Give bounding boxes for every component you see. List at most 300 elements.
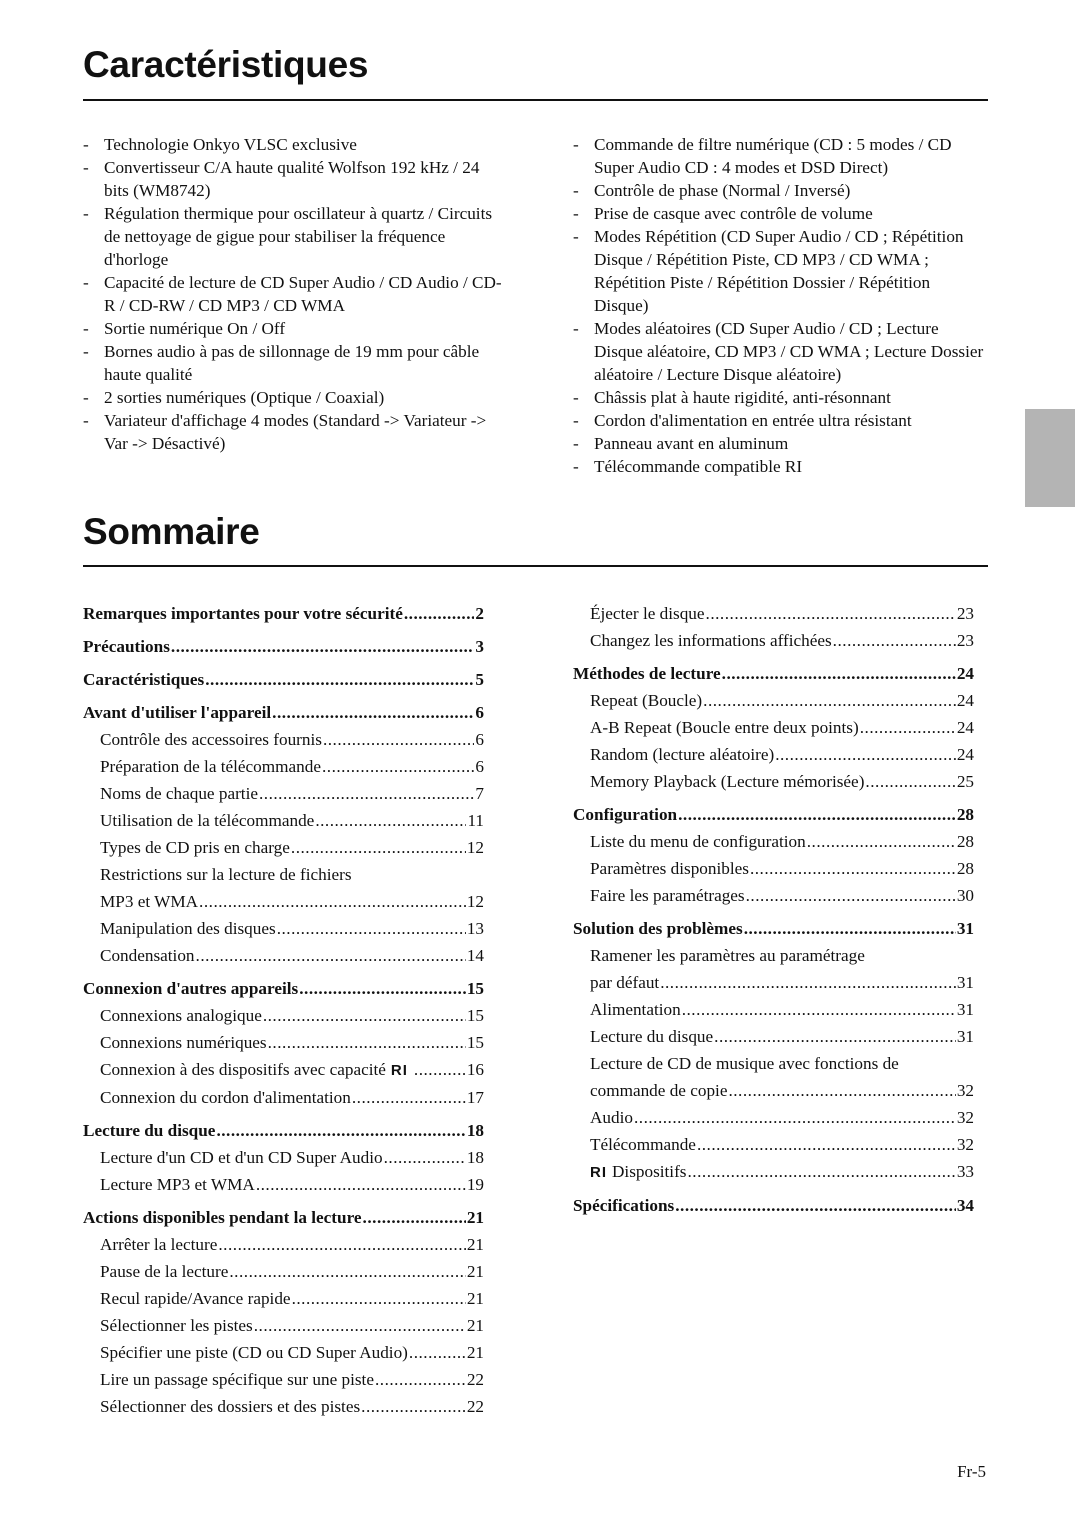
toc-label[interactable]: Manipulation des disques xyxy=(100,919,276,938)
bullet-dash: - xyxy=(573,457,579,476)
toc-page-number: 34 xyxy=(956,1196,974,1215)
toc-entry[interactable] xyxy=(83,1056,484,1084)
toc-page-number: 17 xyxy=(466,1088,484,1107)
toc-label[interactable]: Utilisation de la télécommande xyxy=(100,811,315,830)
dot-leader xyxy=(323,726,474,753)
dot-leader xyxy=(361,1393,466,1420)
toc-entry-line[interactable] xyxy=(573,855,974,882)
toc-entry[interactable] xyxy=(573,1158,974,1186)
toc-page-number: 32 xyxy=(956,1081,974,1100)
toc-entry-line[interactable] xyxy=(83,780,484,807)
toc-entry[interactable] xyxy=(573,768,974,795)
toc-entry-line[interactable] xyxy=(573,915,974,942)
toc-page-number: 3 xyxy=(475,637,484,656)
toc-page-number: 24 xyxy=(956,664,974,683)
toc-entry-line[interactable] xyxy=(83,1285,484,1312)
toc-page-number: 5 xyxy=(475,670,484,689)
dot-leader xyxy=(272,699,474,726)
feature-text: Châssis plat à haute rigidité, anti-résonnant xyxy=(594,388,891,407)
dot-leader xyxy=(706,600,956,627)
toc-label[interactable]: Connexions numériques xyxy=(100,1033,267,1052)
dot-leader xyxy=(660,969,956,996)
toc-label[interactable]: Pause de la lecture xyxy=(100,1262,229,1281)
feature-item xyxy=(83,202,503,271)
toc-page-number: 24 xyxy=(956,691,974,710)
toc-entry-line[interactable] xyxy=(83,942,484,969)
dot-leader xyxy=(259,780,474,807)
toc-label[interactable]: Repeat (Boucle) xyxy=(590,691,703,710)
toc-entry-line[interactable] xyxy=(573,627,974,654)
dot-leader xyxy=(315,807,466,834)
toc-entry-line[interactable] xyxy=(83,1084,484,1111)
bullet-dash: - xyxy=(83,319,89,338)
toc-entry[interactable] xyxy=(83,1144,484,1171)
toc-label[interactable]: Condensation xyxy=(100,946,195,965)
feature-item xyxy=(573,432,988,455)
toc-label[interactable]: Connexion d'autres appareils xyxy=(83,979,299,998)
toc-entry[interactable] xyxy=(83,600,484,627)
toc-entry-line[interactable] xyxy=(83,1056,484,1084)
toc-page-number: 6 xyxy=(475,757,484,776)
toc-label[interactable]: Actions disponibles pendant la lecture xyxy=(83,1208,362,1227)
toc-page-number: 23 xyxy=(956,604,974,623)
bullet-dash: - xyxy=(573,388,579,407)
toc-label[interactable]: Recul rapide/Avance rapide xyxy=(100,1289,291,1308)
toc-label[interactable]: Lecture MP3 et WMA xyxy=(100,1175,255,1194)
toc-entry[interactable] xyxy=(573,660,974,687)
toc-page-number: 21 xyxy=(466,1235,484,1254)
toc-label[interactable]: Audio xyxy=(590,1108,633,1127)
feature-text: Variateur d'affichage 4 modes (Standard -> Variateur -> Var -> Désactivé) xyxy=(104,411,487,453)
toc-entry-line[interactable] xyxy=(573,600,974,627)
toc-entry[interactable] xyxy=(83,1117,484,1144)
toc-entry[interactable] xyxy=(573,828,974,855)
toc-entry[interactable] xyxy=(83,861,484,915)
toc-entry[interactable] xyxy=(83,726,484,753)
toc-label[interactable]: Remarques importantes pour votre sécurité xyxy=(83,604,403,623)
feature-item xyxy=(83,156,503,202)
toc-entry-line[interactable] xyxy=(83,666,484,693)
dot-leader xyxy=(414,1056,466,1083)
bullet-dash: - xyxy=(573,319,579,338)
toc-label[interactable]: Lecture du disque xyxy=(83,1121,216,1140)
dot-leader xyxy=(363,1204,466,1231)
toc-label[interactable]: Solution des problèmes xyxy=(573,919,743,938)
toc-entry[interactable] xyxy=(83,834,484,861)
ri-logo-icon: RI xyxy=(590,1164,607,1181)
toc-page-number: 14 xyxy=(466,946,484,965)
toc-entry-line[interactable] xyxy=(83,726,484,753)
toc-entry[interactable] xyxy=(83,975,484,1002)
dot-leader xyxy=(807,828,956,855)
toc-page-number: 21 xyxy=(466,1316,484,1335)
toc-label[interactable]: Changez les informations affichées xyxy=(590,631,832,650)
toc-entry[interactable] xyxy=(573,1023,974,1050)
feature-text: Bornes audio à pas de sillonnage de 19 mm pour câble haute qualité xyxy=(104,342,480,384)
toc-entry[interactable] xyxy=(573,855,974,882)
toc-entry[interactable] xyxy=(83,666,484,693)
toc-label[interactable]: Liste du menu de configuration xyxy=(590,832,806,851)
features-list-left xyxy=(83,133,503,455)
toc-entry[interactable] xyxy=(83,1366,484,1393)
feature-item xyxy=(573,455,988,478)
toc-entry[interactable] xyxy=(573,942,974,996)
toc-entry-first-line: Restrictions sur la lecture de fichiers xyxy=(100,865,352,884)
feature-text: Sortie numérique On / Off xyxy=(104,319,286,338)
dot-leader xyxy=(750,855,956,882)
toc-entry-line[interactable] xyxy=(83,600,484,627)
dot-leader xyxy=(865,768,955,795)
toc-entry-line[interactable] xyxy=(83,1393,484,1420)
dot-leader xyxy=(833,627,956,654)
toc-label[interactable]: Spécifier une piste (CD ou CD Super Audio) xyxy=(100,1343,408,1362)
toc-entry-line[interactable] xyxy=(573,660,974,687)
feature-item xyxy=(83,133,503,156)
dot-leader xyxy=(254,1312,466,1339)
toc-label[interactable]: Random (lecture aléatoire) xyxy=(590,745,775,764)
toc-page-number: 6 xyxy=(475,703,484,722)
dot-leader xyxy=(205,666,474,693)
toc-page-number: 22 xyxy=(466,1397,484,1416)
dot-leader xyxy=(688,1158,956,1185)
dot-leader xyxy=(229,1258,465,1285)
feature-text: Modes aléatoires (CD Super Audio / CD ; Lecture Disque aléatoire, CD MP3 / CD WMA ; Lecture Dossier aléatoire / Lecture Disque aléatoire) xyxy=(594,319,984,384)
feature-text: Commande de filtre numérique (CD : 5 modes / CD Super Audio CD : 4 modes et DSD Direct) xyxy=(594,135,952,177)
toc-column-left xyxy=(83,600,484,1420)
toc-entry-line[interactable] xyxy=(573,741,974,768)
feature-text: Télécommande compatible RI xyxy=(594,457,803,476)
toc-label[interactable]: Connexions analogique xyxy=(100,1006,262,1025)
toc-entry[interactable] xyxy=(573,714,974,741)
toc-entry-line[interactable] xyxy=(573,768,974,795)
toc-label[interactable]: Spécifications xyxy=(573,1196,675,1215)
toc-entry[interactable] xyxy=(83,942,484,969)
dot-leader xyxy=(375,1366,466,1393)
toc-entry-first-line: Ramener les paramètres au paramétrage xyxy=(590,946,865,965)
toc-entry-line[interactable] xyxy=(83,633,484,660)
toc-label[interactable]: Méthodes de lecture xyxy=(573,664,721,683)
toc-entry[interactable] xyxy=(573,882,974,909)
toc-page-number: 16 xyxy=(466,1060,484,1079)
feature-item xyxy=(83,409,503,455)
feature-item xyxy=(573,317,988,386)
toc-entry[interactable] xyxy=(573,741,974,768)
toc-label[interactable]: Contrôle des accessoires fournis xyxy=(100,730,322,749)
bullet-dash: - xyxy=(573,181,579,200)
toc-page-number: 7 xyxy=(475,784,484,803)
features-list-right xyxy=(573,133,988,478)
toc-entry-line[interactable] xyxy=(83,699,484,726)
bullet-dash: - xyxy=(573,434,579,453)
toc-label[interactable]: Sélectionner des dossiers et des pistes xyxy=(100,1397,361,1416)
toc-label[interactable]: Arrêter la lecture xyxy=(100,1235,218,1254)
toc-label[interactable]: A-B Repeat (Boucle entre deux points) xyxy=(590,718,859,737)
toc-page-number: 31 xyxy=(956,919,974,938)
toc-page-number: 13 xyxy=(466,919,484,938)
heading-rule xyxy=(83,99,988,101)
bullet-dash: - xyxy=(573,411,579,430)
toc-entry-line[interactable] xyxy=(83,1117,484,1144)
toc-page-number: 15 xyxy=(466,1006,484,1025)
feature-item xyxy=(573,386,988,409)
bullet-dash: - xyxy=(83,135,89,154)
toc-entry[interactable] xyxy=(83,1285,484,1312)
toc-label[interactable]: Memory Playback (Lecture mémorisée) xyxy=(590,772,865,791)
feature-text: Technologie Onkyo VLSC exclusive xyxy=(104,135,357,154)
toc-label[interactable]: Précautions xyxy=(83,637,170,656)
toc-label[interactable]: Dispositifs xyxy=(612,1162,687,1181)
bullet-dash: - xyxy=(83,388,89,407)
toc-entry[interactable] xyxy=(83,807,484,834)
toc-label[interactable]: Connexion du cordon d'alimentation xyxy=(100,1088,351,1107)
toc-label[interactable]: par défaut xyxy=(590,973,660,992)
toc-entry-line[interactable] xyxy=(83,807,484,834)
toc-entry-line[interactable] xyxy=(83,753,484,780)
feature-item xyxy=(573,179,988,202)
toc-entry[interactable] xyxy=(573,801,974,828)
bullet-dash: - xyxy=(83,158,89,177)
feature-item xyxy=(83,386,503,409)
dot-leader xyxy=(277,915,466,942)
toc-label[interactable]: Télécommande xyxy=(590,1135,696,1154)
dot-leader xyxy=(292,1285,466,1312)
toc-label[interactable]: Avant d'utiliser l'appareil xyxy=(83,703,272,722)
toc-page-number: 2 xyxy=(475,604,484,623)
bullet-dash: - xyxy=(573,204,579,223)
toc-entry[interactable] xyxy=(83,753,484,780)
toc-entry-line[interactable] xyxy=(83,1231,484,1258)
toc-heading: Sommaire xyxy=(83,511,260,552)
feature-text: Convertisseur C/A haute qualité Wolfson 192 kHz / 24 bits (WM8742) xyxy=(104,158,480,200)
dot-leader xyxy=(775,741,956,768)
toc-label[interactable]: Paramètres disponibles xyxy=(590,859,749,878)
toc-label[interactable]: Sélectionner les pistes xyxy=(100,1316,253,1335)
toc-label[interactable]: Préparation de la télécommande xyxy=(100,757,321,776)
toc-page-number: 21 xyxy=(466,1262,484,1281)
toc-entry-line[interactable] xyxy=(573,1104,974,1131)
toc-entry[interactable] xyxy=(83,699,484,726)
toc-page-number: 15 xyxy=(466,979,484,998)
dot-leader xyxy=(714,1023,956,1050)
feature-item xyxy=(83,340,503,386)
dot-leader xyxy=(291,834,466,861)
toc-entry[interactable] xyxy=(83,633,484,660)
dot-leader xyxy=(678,801,956,828)
toc-label[interactable]: Faire les paramétrages xyxy=(590,886,745,905)
toc-entry[interactable] xyxy=(83,1339,484,1366)
feature-text: Prise de casque avec contrôle de volume xyxy=(594,204,873,223)
toc-entry-line[interactable] xyxy=(83,915,484,942)
feature-item xyxy=(83,271,503,317)
toc-page-number: 18 xyxy=(466,1121,484,1140)
bullet-dash: - xyxy=(83,342,89,361)
toc-label[interactable]: commande de copie xyxy=(590,1081,728,1100)
toc-page-number: 25 xyxy=(956,772,974,791)
toc-entry-line[interactable] xyxy=(83,1029,484,1056)
features-heading: Caractéristiques xyxy=(83,44,369,85)
toc-page-number: 19 xyxy=(466,1175,484,1194)
dot-leader xyxy=(682,996,956,1023)
toc-entry-line[interactable] xyxy=(573,687,974,714)
feature-text: Panneau avant en aluminum xyxy=(594,434,789,453)
toc-entry[interactable] xyxy=(573,915,974,942)
toc-entry-line[interactable] xyxy=(83,975,484,1002)
toc-page-number: 28 xyxy=(956,805,974,824)
toc-page-number: 28 xyxy=(956,859,974,878)
toc-entry-line[interactable] xyxy=(573,714,974,741)
bullet-dash: - xyxy=(573,227,579,246)
toc-page-number: 21 xyxy=(466,1289,484,1308)
ri-logo-icon: RI xyxy=(390,1062,408,1079)
toc-entry-line[interactable] xyxy=(83,1258,484,1285)
toc-page-number: 6 xyxy=(475,730,484,749)
toc-entry-line[interactable] xyxy=(83,1312,484,1339)
dot-leader xyxy=(263,1002,466,1029)
toc-label[interactable]: Noms de chaque partie xyxy=(100,784,258,803)
toc-entry-line[interactable] xyxy=(83,1171,484,1198)
feature-item xyxy=(573,202,988,225)
toc-page-number: 11 xyxy=(467,811,484,830)
toc-page-number: 32 xyxy=(956,1135,974,1154)
toc-entry[interactable] xyxy=(573,600,974,627)
toc-label[interactable]: MP3 et WMA xyxy=(100,892,199,911)
toc-page-number: 32 xyxy=(956,1108,974,1127)
toc-entry-line[interactable] xyxy=(83,1002,484,1029)
toc-page-number: 31 xyxy=(956,1027,974,1046)
dot-leader xyxy=(404,600,475,627)
toc-label[interactable]: Lire un passage spécifique sur une piste xyxy=(100,1370,374,1389)
feature-item xyxy=(83,317,503,340)
feature-text: Modes Répétition (CD Super Audio / CD ; Répétition Disque / Répétition Piste, CD MP3 / CD WMA ; Répétition Piste / Répétition Dossier / Répétition Disque) xyxy=(594,227,964,315)
toc-page-number: 33 xyxy=(956,1162,974,1181)
dot-leader xyxy=(256,1171,466,1198)
toc-label[interactable]: Alimentation xyxy=(590,1000,681,1019)
toc-entry[interactable] xyxy=(83,1002,484,1029)
heading-rule xyxy=(83,565,988,567)
feature-text: Régulation thermique pour oscillateur à quartz / Circuits de nettoyage de gigue pour stabiliser la fréquence d'horloge xyxy=(104,204,493,269)
feature-text: Cordon d'alimentation en entrée ultra résistant xyxy=(594,411,912,430)
toc-entry[interactable] xyxy=(573,1131,974,1158)
toc-entry-line[interactable] xyxy=(573,996,974,1023)
toc-page-number: 15 xyxy=(466,1033,484,1052)
dot-leader xyxy=(352,1084,466,1111)
toc-entry[interactable] xyxy=(83,1204,484,1231)
toc-entry[interactable] xyxy=(83,1393,484,1420)
toc-page-number: 24 xyxy=(956,745,974,764)
bullet-dash: - xyxy=(83,204,89,223)
toc-entry[interactable] xyxy=(83,1029,484,1056)
toc-entry-line[interactable] xyxy=(83,1204,484,1231)
toc-entry[interactable] xyxy=(83,1258,484,1285)
bullet-dash: - xyxy=(573,135,579,154)
toc-entry-line[interactable] xyxy=(573,828,974,855)
toc-page-number: 12 xyxy=(466,892,484,911)
toc-label[interactable]: Types de CD pris en charge xyxy=(100,838,290,857)
toc-label[interactable]: Lecture d'un CD et d'un CD Super Audio xyxy=(100,1148,383,1167)
toc-entry-line[interactable] xyxy=(83,1339,484,1366)
toc-label[interactable]: Lecture du disque xyxy=(590,1027,714,1046)
dot-leader xyxy=(746,882,956,909)
toc-entry-line[interactable] xyxy=(573,969,974,996)
toc-page-number: 30 xyxy=(956,886,974,905)
toc-entry-line[interactable] xyxy=(83,888,484,915)
toc-entry-line[interactable] xyxy=(573,1131,974,1158)
toc-label[interactable]: Éjecter le disque xyxy=(590,604,705,623)
dot-leader xyxy=(384,1144,466,1171)
dot-leader xyxy=(171,633,475,660)
toc-entry-line[interactable] xyxy=(573,1158,974,1186)
toc-entry[interactable] xyxy=(573,687,974,714)
dot-leader xyxy=(722,660,956,687)
toc-page-number: 31 xyxy=(956,1000,974,1019)
dot-leader xyxy=(728,1077,955,1104)
feature-item xyxy=(573,225,988,317)
bullet-dash: - xyxy=(83,411,89,430)
feature-text: Contrôle de phase (Normal / Inversé) xyxy=(594,181,851,200)
toc-page-number: 21 xyxy=(466,1208,484,1227)
dot-leader xyxy=(218,1231,465,1258)
toc-page-number: 31 xyxy=(956,973,974,992)
dot-leader xyxy=(322,753,474,780)
feature-text: Capacité de lecture de CD Super Audio / CD Audio / CD-R / CD-RW / CD MP3 / CD WMA xyxy=(104,273,502,315)
toc-entry-line[interactable] xyxy=(83,1366,484,1393)
page-number: Fr-5 xyxy=(957,1462,986,1481)
toc-entry[interactable] xyxy=(573,627,974,654)
dot-leader xyxy=(199,888,466,915)
toc-entry[interactable] xyxy=(573,1192,974,1219)
toc-label[interactable]: Configuration xyxy=(573,805,678,824)
dot-leader xyxy=(216,1117,465,1144)
toc-entry-first-line: Lecture de CD de musique avec fonctions de xyxy=(590,1054,899,1073)
bullet-dash: - xyxy=(83,273,89,292)
dot-leader xyxy=(409,1339,466,1366)
toc-entry[interactable] xyxy=(83,1231,484,1258)
toc-entry[interactable] xyxy=(83,780,484,807)
toc-label[interactable]: Caractéristiques xyxy=(83,670,205,689)
feature-item xyxy=(573,133,988,179)
dot-leader xyxy=(697,1131,956,1158)
toc-entry[interactable] xyxy=(573,1104,974,1131)
toc-page-number: 24 xyxy=(956,718,974,737)
toc-entry-line[interactable] xyxy=(573,1077,974,1104)
toc-page-number: 21 xyxy=(466,1343,484,1362)
dot-leader xyxy=(860,714,956,741)
toc-entry[interactable] xyxy=(573,996,974,1023)
section-tab xyxy=(1025,409,1075,507)
dot-leader xyxy=(299,975,466,1002)
dot-leader xyxy=(744,915,956,942)
toc-entry[interactable] xyxy=(83,1312,484,1339)
dot-leader xyxy=(268,1029,466,1056)
toc-entry-line[interactable] xyxy=(573,801,974,828)
toc-entry[interactable] xyxy=(83,1171,484,1198)
toc-entry[interactable] xyxy=(83,1084,484,1111)
toc-entry-line[interactable] xyxy=(573,1192,974,1219)
toc-entry[interactable] xyxy=(573,1050,974,1104)
toc-page-number: 22 xyxy=(466,1370,484,1389)
toc-page-number: 23 xyxy=(956,631,974,650)
dot-leader xyxy=(675,1192,956,1219)
toc-entry-line[interactable] xyxy=(83,834,484,861)
toc-page-number: 28 xyxy=(956,832,974,851)
toc-entry-line[interactable] xyxy=(573,882,974,909)
dot-leader xyxy=(703,687,956,714)
toc-entry[interactable] xyxy=(83,915,484,942)
toc-entry-line[interactable] xyxy=(83,1144,484,1171)
toc-entry-line[interactable] xyxy=(573,1023,974,1050)
toc-label[interactable]: Connexion à des dispositifs avec capacité xyxy=(100,1060,386,1079)
toc-page-number: 12 xyxy=(466,838,484,857)
